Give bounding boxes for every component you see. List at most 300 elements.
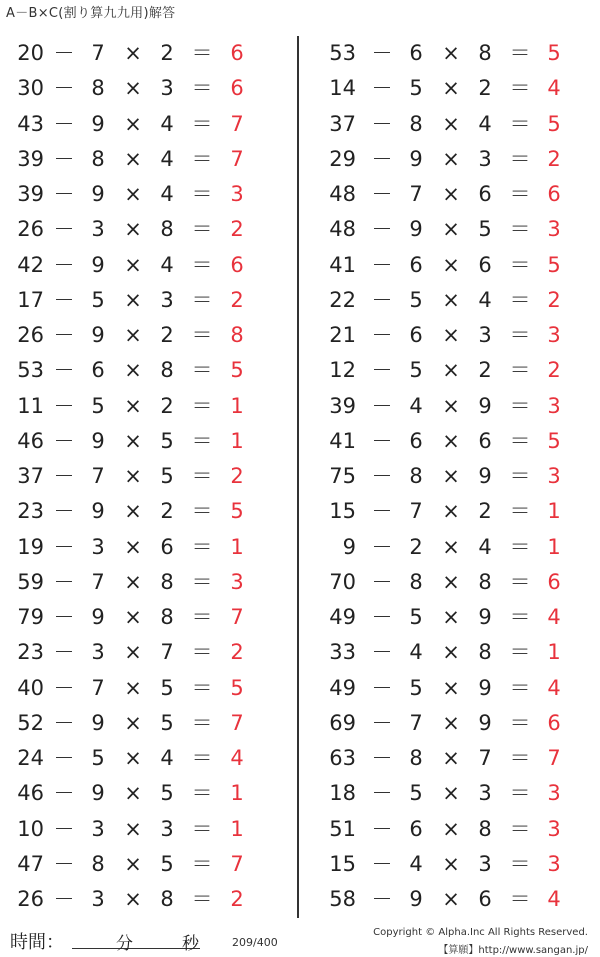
operand-b: 5 <box>409 358 423 383</box>
minus-sign: － <box>371 76 393 101</box>
operand-c: 3 <box>478 146 492 171</box>
operand-c: 4 <box>160 146 174 171</box>
problem-row <box>0 177 280 212</box>
operand-b: 5 <box>91 393 105 418</box>
problem-row <box>318 318 598 353</box>
operand-b: 3 <box>91 640 105 665</box>
operand-c: 8 <box>478 816 492 841</box>
equals-sign: ＝ <box>509 464 531 488</box>
times-sign: × <box>442 217 460 242</box>
answer-value: 7 <box>230 710 244 735</box>
equals-sign: ＝ <box>191 428 213 453</box>
problem-row <box>318 600 598 635</box>
problem-row <box>0 706 280 741</box>
answer-value: 2 <box>547 358 561 383</box>
operand-a: 70 <box>329 569 356 594</box>
operand-b: 9 <box>91 182 105 206</box>
answer-value: 3 <box>547 464 561 488</box>
times-sign: × <box>124 464 142 488</box>
answer-value: 1 <box>230 393 244 418</box>
answer-value: 1 <box>547 534 561 559</box>
minus-sign: － <box>53 887 75 911</box>
minus-sign: － <box>371 746 393 770</box>
operand-b: 9 <box>91 111 105 136</box>
minus-sign: － <box>53 76 75 101</box>
operand-a: 26 <box>17 217 44 242</box>
equals-sign: ＝ <box>191 887 213 911</box>
operand-c: 9 <box>478 605 492 629</box>
equals-sign: ＝ <box>509 605 531 629</box>
operand-a: 37 <box>329 111 356 136</box>
equals-sign: ＝ <box>191 41 213 65</box>
operand-b: 3 <box>91 816 105 841</box>
minus-sign: － <box>53 428 75 453</box>
equals-sign: ＝ <box>509 76 531 101</box>
times-sign: × <box>442 323 460 347</box>
operand-a: 48 <box>329 182 356 206</box>
times-sign: × <box>124 675 142 700</box>
operand-a: 53 <box>329 41 356 65</box>
times-sign: × <box>124 252 142 277</box>
times-sign: × <box>124 323 142 347</box>
problem-row <box>0 776 280 811</box>
operand-a: 21 <box>329 323 356 347</box>
times-sign: × <box>442 252 460 277</box>
answer-value: 5 <box>547 428 561 453</box>
equals-sign: ＝ <box>509 393 531 418</box>
minus-sign: － <box>371 534 393 559</box>
equals-sign: ＝ <box>191 217 213 242</box>
answer-value: 2 <box>230 464 244 488</box>
equals-sign: ＝ <box>509 358 531 383</box>
operand-c: 8 <box>478 569 492 594</box>
operand-c: 9 <box>478 393 492 418</box>
problem-row <box>318 459 598 494</box>
operand-c: 2 <box>478 499 492 524</box>
equals-sign: ＝ <box>509 499 531 524</box>
operand-b: 7 <box>91 675 105 700</box>
problem-row <box>318 706 598 741</box>
left-problem-column <box>0 36 280 917</box>
answer-value: 3 <box>547 781 561 806</box>
problem-row <box>318 530 598 565</box>
operand-a: 39 <box>17 182 44 206</box>
answer-value: 6 <box>547 710 561 735</box>
equals-sign: ＝ <box>509 640 531 665</box>
operand-b: 8 <box>409 464 423 488</box>
minutes-unit: 分 <box>116 934 133 954</box>
equals-sign: ＝ <box>509 41 531 65</box>
operand-b: 9 <box>91 499 105 524</box>
problem-row <box>0 107 280 142</box>
operand-b: 3 <box>91 217 105 242</box>
answer-value: 1 <box>230 781 244 806</box>
times-sign: × <box>442 464 460 488</box>
equals-sign: ＝ <box>191 781 213 806</box>
times-sign: × <box>442 781 460 806</box>
problem-row <box>0 671 280 706</box>
problem-row <box>318 36 598 71</box>
operand-a: 49 <box>329 675 356 700</box>
page-number: 209/400 <box>232 936 278 949</box>
minus-sign: － <box>371 146 393 171</box>
problem-row <box>0 142 280 177</box>
operand-a: 41 <box>329 428 356 453</box>
operand-a: 17 <box>17 287 44 312</box>
time-answer-line <box>72 948 200 949</box>
problem-row <box>0 565 280 600</box>
operand-a: 19 <box>17 534 44 559</box>
answer-value: 3 <box>547 393 561 418</box>
minus-sign: － <box>53 252 75 277</box>
operand-a: 42 <box>17 252 44 277</box>
problem-row <box>0 882 280 917</box>
minus-sign: － <box>371 323 393 347</box>
operand-a: 39 <box>329 393 356 418</box>
operand-a: 14 <box>329 76 356 101</box>
seconds-unit: 秒 <box>182 934 199 954</box>
operand-a: 37 <box>17 464 44 488</box>
times-sign: × <box>124 569 142 594</box>
answer-value: 2 <box>230 640 244 665</box>
problem-row <box>318 212 598 247</box>
answer-value: 2 <box>230 287 244 312</box>
operand-c: 4 <box>160 746 174 770</box>
minus-sign: － <box>53 534 75 559</box>
operand-b: 9 <box>409 217 423 242</box>
operand-a: 49 <box>329 605 356 629</box>
equals-sign: ＝ <box>191 358 213 383</box>
operand-a: 41 <box>329 252 356 277</box>
answer-value: 5 <box>547 252 561 277</box>
times-sign: × <box>442 816 460 841</box>
problem-row <box>0 600 280 635</box>
problem-row <box>318 494 598 529</box>
times-sign: × <box>442 41 460 65</box>
equals-sign: ＝ <box>191 569 213 594</box>
equals-sign: ＝ <box>191 851 213 876</box>
equals-sign: ＝ <box>509 710 531 735</box>
operand-b: 5 <box>409 287 423 312</box>
answer-value: 5 <box>547 111 561 136</box>
problem-row <box>318 424 598 459</box>
operand-a: 48 <box>329 217 356 242</box>
equals-sign: ＝ <box>509 217 531 242</box>
answer-value: 5 <box>547 41 561 65</box>
operand-a: 39 <box>17 146 44 171</box>
operand-a: 20 <box>17 41 44 65</box>
problem-row <box>0 283 280 318</box>
answer-value: 3 <box>547 323 561 347</box>
operand-a: 22 <box>329 287 356 312</box>
times-sign: × <box>124 428 142 453</box>
problem-row <box>0 318 280 353</box>
problem-row <box>0 459 280 494</box>
answer-value: 3 <box>547 851 561 876</box>
answer-value: 1 <box>230 534 244 559</box>
minus-sign: － <box>53 816 75 841</box>
operand-c: 9 <box>478 710 492 735</box>
minus-sign: － <box>371 464 393 488</box>
operand-b: 8 <box>91 146 105 171</box>
operand-c: 5 <box>160 675 174 700</box>
answer-value: 3 <box>230 569 244 594</box>
equals-sign: ＝ <box>509 534 531 559</box>
times-sign: × <box>124 605 142 629</box>
minus-sign: － <box>53 217 75 242</box>
minus-sign: － <box>53 710 75 735</box>
answer-value: 8 <box>230 323 244 347</box>
operand-c: 4 <box>478 534 492 559</box>
equals-sign: ＝ <box>191 675 213 700</box>
minus-sign: － <box>371 710 393 735</box>
minus-sign: － <box>371 287 393 312</box>
times-sign: × <box>124 816 142 841</box>
operand-b: 6 <box>409 41 423 65</box>
times-sign: × <box>442 887 460 911</box>
equals-sign: ＝ <box>191 393 213 418</box>
operand-b: 2 <box>409 534 423 559</box>
times-sign: × <box>442 640 460 665</box>
minus-sign: － <box>53 182 75 206</box>
answer-value: 6 <box>230 252 244 277</box>
problem-row <box>318 389 598 424</box>
operand-c: 8 <box>160 887 174 911</box>
problem-row <box>318 847 598 882</box>
operand-c: 2 <box>160 323 174 347</box>
times-sign: × <box>442 569 460 594</box>
operand-c: 5 <box>160 464 174 488</box>
operand-c: 3 <box>160 76 174 101</box>
operand-c: 4 <box>478 111 492 136</box>
times-sign: × <box>124 111 142 136</box>
minus-sign: － <box>371 428 393 453</box>
operand-b: 9 <box>91 605 105 629</box>
problem-row <box>318 776 598 811</box>
answer-value: 2 <box>230 887 244 911</box>
operand-a: 29 <box>329 146 356 171</box>
equals-sign: ＝ <box>509 146 531 171</box>
equals-sign: ＝ <box>509 746 531 770</box>
answer-value: 3 <box>547 217 561 242</box>
operand-c: 5 <box>478 217 492 242</box>
operand-c: 9 <box>478 464 492 488</box>
operand-a: 26 <box>17 323 44 347</box>
minus-sign: － <box>371 569 393 594</box>
problem-row <box>318 248 598 283</box>
equals-sign: ＝ <box>191 111 213 136</box>
minus-sign: － <box>53 146 75 171</box>
minus-sign: － <box>53 287 75 312</box>
times-sign: × <box>124 393 142 418</box>
site-url: 【算願】http://www.sangan.jp/ <box>438 945 588 956</box>
operand-b: 6 <box>409 323 423 347</box>
times-sign: × <box>442 499 460 524</box>
equals-sign: ＝ <box>191 76 213 101</box>
times-sign: × <box>442 393 460 418</box>
times-sign: × <box>442 428 460 453</box>
operand-a: 59 <box>17 569 44 594</box>
equals-sign: ＝ <box>509 816 531 841</box>
operand-c: 6 <box>478 182 492 206</box>
operand-c: 5 <box>160 781 174 806</box>
answer-value: 4 <box>547 605 561 629</box>
operand-c: 8 <box>160 605 174 629</box>
operand-a: 79 <box>17 605 44 629</box>
operand-c: 6 <box>478 887 492 911</box>
operand-b: 7 <box>409 182 423 206</box>
problem-row <box>0 36 280 71</box>
operand-a: 15 <box>329 851 356 876</box>
operand-a: 23 <box>17 640 44 665</box>
operand-b: 3 <box>91 534 105 559</box>
times-sign: × <box>442 182 460 206</box>
operand-c: 2 <box>160 393 174 418</box>
problem-row <box>318 353 598 388</box>
problem-row <box>0 212 280 247</box>
minus-sign: － <box>371 816 393 841</box>
operand-c: 3 <box>478 851 492 876</box>
times-sign: × <box>442 534 460 559</box>
equals-sign: ＝ <box>191 146 213 171</box>
minus-sign: － <box>371 41 393 65</box>
answer-value: 7 <box>230 146 244 171</box>
equals-sign: ＝ <box>191 816 213 841</box>
answer-value: 4 <box>547 887 561 911</box>
copyright-notice: Copyright © Alpha.Inc All Rights Reserved. <box>373 927 588 938</box>
operand-c: 8 <box>478 41 492 65</box>
equals-sign: ＝ <box>509 781 531 806</box>
problem-row <box>0 635 280 670</box>
answer-value: 5 <box>230 675 244 700</box>
operand-c: 2 <box>160 41 174 65</box>
answer-value: 1 <box>547 640 561 665</box>
problem-row <box>318 741 598 776</box>
operand-a: 18 <box>329 781 356 806</box>
operand-c: 5 <box>160 710 174 735</box>
times-sign: × <box>442 76 460 101</box>
operand-b: 7 <box>91 569 105 594</box>
minus-sign: － <box>53 41 75 65</box>
equals-sign: ＝ <box>509 252 531 277</box>
operand-a: 53 <box>17 358 44 383</box>
operand-b: 5 <box>409 781 423 806</box>
equals-sign: ＝ <box>509 182 531 206</box>
problem-row <box>318 283 598 318</box>
operand-a: 24 <box>17 746 44 770</box>
minus-sign: － <box>371 182 393 206</box>
minus-sign: － <box>53 569 75 594</box>
problem-row <box>318 635 598 670</box>
operand-c: 6 <box>478 428 492 453</box>
times-sign: × <box>442 287 460 312</box>
operand-a: 43 <box>17 111 44 136</box>
operand-b: 6 <box>409 816 423 841</box>
operand-b: 9 <box>409 146 423 171</box>
answer-value: 1 <box>230 816 244 841</box>
minus-sign: － <box>53 464 75 488</box>
times-sign: × <box>124 41 142 65</box>
operand-a: 58 <box>329 887 356 911</box>
problem-row <box>318 142 598 177</box>
equals-sign: ＝ <box>191 746 213 770</box>
minus-sign: － <box>371 851 393 876</box>
answer-value: 3 <box>547 816 561 841</box>
operand-c: 4 <box>160 111 174 136</box>
times-sign: × <box>124 287 142 312</box>
operand-c: 4 <box>160 252 174 277</box>
operand-b: 6 <box>409 428 423 453</box>
column-divider <box>297 36 299 918</box>
minus-sign: － <box>371 217 393 242</box>
times-sign: × <box>442 851 460 876</box>
operand-c: 6 <box>160 534 174 559</box>
problem-row <box>318 565 598 600</box>
operand-c: 4 <box>160 182 174 206</box>
times-sign: × <box>124 640 142 665</box>
operand-a: 26 <box>17 887 44 911</box>
answer-value: 4 <box>547 76 561 101</box>
answer-value: 6 <box>230 41 244 65</box>
minus-sign: － <box>53 393 75 418</box>
times-sign: × <box>124 851 142 876</box>
operand-b: 5 <box>409 605 423 629</box>
operand-a: 75 <box>329 464 356 488</box>
operand-b: 9 <box>91 781 105 806</box>
equals-sign: ＝ <box>191 464 213 488</box>
equals-sign: ＝ <box>509 323 531 347</box>
operand-c: 6 <box>478 252 492 277</box>
operand-b: 4 <box>409 640 423 665</box>
equals-sign: ＝ <box>509 675 531 700</box>
time-label: 時間： <box>10 932 64 953</box>
times-sign: × <box>124 76 142 101</box>
times-sign: × <box>442 746 460 770</box>
problem-row <box>0 741 280 776</box>
operand-a: 69 <box>329 710 356 735</box>
times-sign: × <box>124 534 142 559</box>
minus-sign: － <box>53 358 75 383</box>
operand-b: 9 <box>91 428 105 453</box>
times-sign: × <box>124 499 142 524</box>
operand-a: 52 <box>17 710 44 735</box>
problem-row <box>318 812 598 847</box>
operand-b: 9 <box>91 252 105 277</box>
worksheet-title: A－B×C(割り算九九用)解答 <box>6 6 176 21</box>
operand-a: 33 <box>329 640 356 665</box>
problem-row <box>0 424 280 459</box>
times-sign: × <box>442 605 460 629</box>
equals-sign: ＝ <box>191 534 213 559</box>
operand-b: 3 <box>91 887 105 911</box>
operand-b: 7 <box>409 710 423 735</box>
minus-sign: － <box>371 887 393 911</box>
operand-b: 6 <box>91 358 105 383</box>
equals-sign: ＝ <box>191 605 213 629</box>
answer-value: 1 <box>230 428 244 453</box>
operand-b: 6 <box>409 252 423 277</box>
equals-sign: ＝ <box>509 851 531 876</box>
answer-value: 7 <box>230 111 244 136</box>
answer-value: 2 <box>547 287 561 312</box>
operand-c: 4 <box>478 287 492 312</box>
times-sign: × <box>124 781 142 806</box>
answer-value: 6 <box>547 569 561 594</box>
operand-b: 8 <box>409 111 423 136</box>
equals-sign: ＝ <box>509 569 531 594</box>
equals-sign: ＝ <box>191 252 213 277</box>
problem-row <box>318 71 598 106</box>
